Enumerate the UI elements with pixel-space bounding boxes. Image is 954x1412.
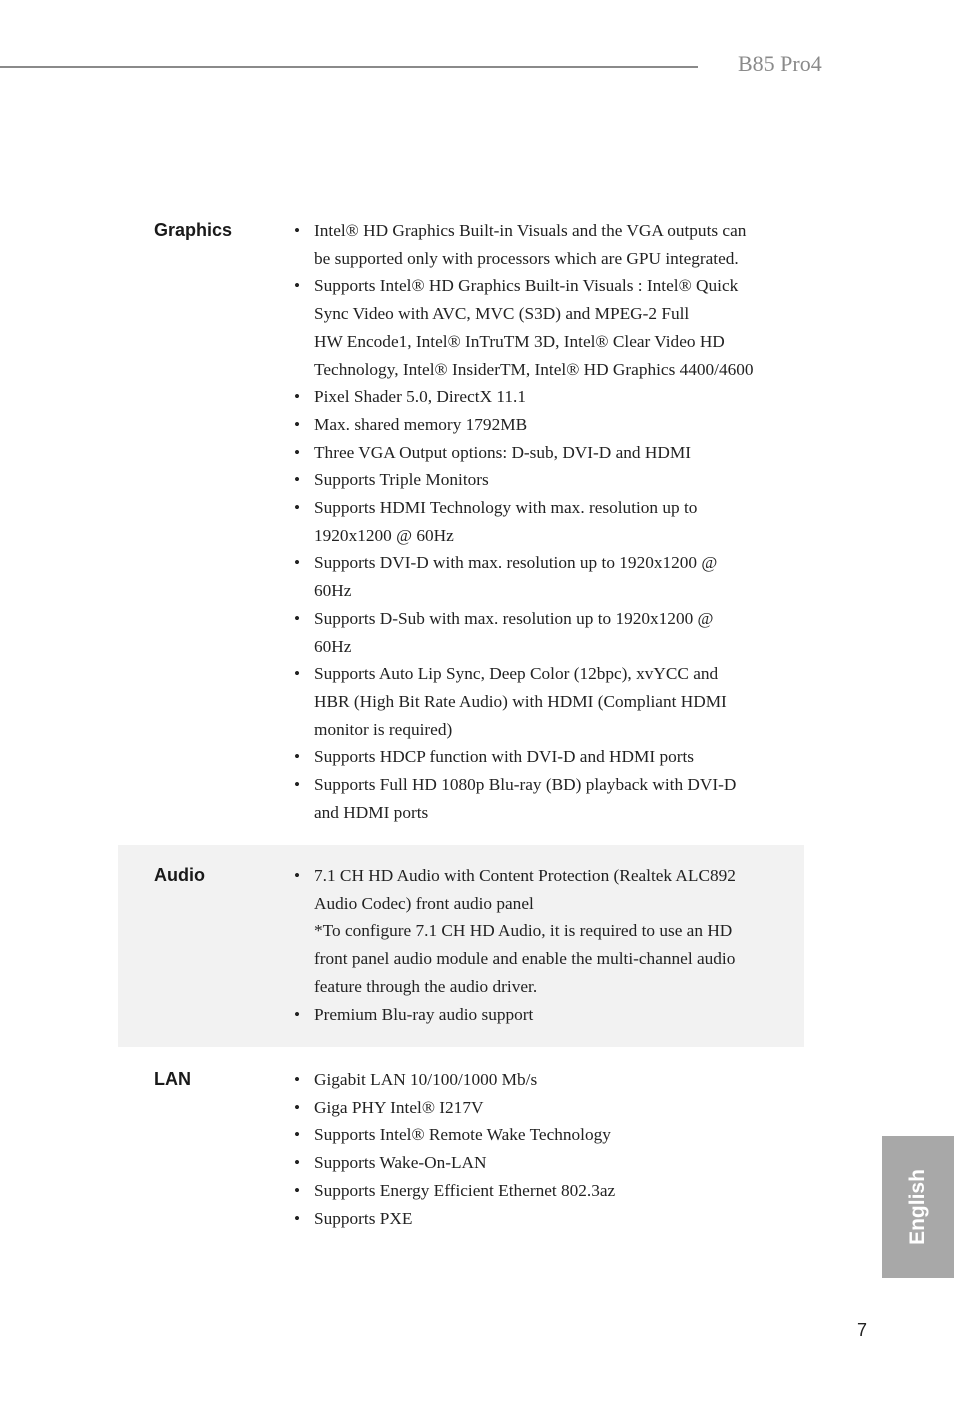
bullet-icon: • [294, 1153, 301, 1173]
item-text-line: HBR (High Bit Rate Audio) with HDMI (Compliant HDMI [314, 691, 727, 711]
item-text-line: Three VGA Output options: D-sub, DVI-D and HDMI [314, 442, 691, 462]
item-text-line: be supported only with processors which are GPU integrated. [314, 248, 739, 268]
item-text-line: Pixel Shader 5.0, DirectX 11.1 [314, 387, 526, 407]
item-text-line: Audio Codec) front audio panel [314, 893, 534, 913]
list-item [294, 439, 786, 467]
bullet-icon: • [294, 664, 301, 684]
bullet-icon: • [294, 470, 301, 490]
bullet-icon: • [294, 498, 301, 518]
list-item [294, 660, 786, 743]
bullet-icon: • [294, 553, 301, 573]
list-item [294, 1205, 786, 1233]
document-title: B85 Pro4 [738, 51, 822, 76]
list-item [294, 771, 786, 826]
item-text-line: Giga PHY Intel® I217V [314, 1097, 484, 1117]
list-item [294, 217, 786, 272]
list-item [294, 1001, 786, 1029]
item-text-line: Supports Full HD 1080p Blu-ray (BD) playback with DVI-D [314, 775, 737, 795]
list-item [294, 1066, 786, 1094]
bullet-icon: • [294, 442, 301, 462]
item-text-line: feature through the audio driver. [314, 976, 538, 996]
bullet-icon: • [294, 608, 301, 628]
bullet-icon: • [294, 1004, 301, 1024]
list-item [294, 383, 786, 411]
section-label: Graphics [154, 220, 233, 240]
item-text-line: Sync Video with AVC, MVC (S3D) and MPEG-2 Full [314, 304, 690, 324]
item-text-line: Supports Wake-On-LAN [314, 1153, 487, 1173]
item-text-line: Gigabit LAN 10/100/1000 Mb/s [314, 1070, 538, 1089]
item-text-line: Supports HDMI Technology with max. resolution up to [314, 498, 698, 518]
bullet-icon: • [294, 747, 301, 767]
item-text-line: HW Encode1, Intel® InTruTM 3D, Intel® Clear Video HD [314, 331, 725, 351]
item-text-line: Supports HDCP function with DVI-D and HDMI ports [314, 747, 695, 767]
bullet-icon: • [294, 1097, 301, 1117]
item-text-line: Supports Intel® Remote Wake Technology [314, 1125, 611, 1145]
spec-list [294, 862, 786, 1028]
bullet-icon: • [294, 276, 301, 296]
list-item [294, 605, 786, 660]
bullet-icon: • [294, 866, 301, 885]
page-number: 7 [857, 1320, 868, 1340]
list-item [294, 1149, 786, 1177]
item-text-line: Supports Triple Monitors [314, 470, 489, 490]
bullet-icon: • [294, 775, 301, 795]
header-rule [0, 66, 698, 68]
item-text-line: 60Hz [314, 581, 352, 601]
list-item [294, 862, 786, 1001]
item-text-line: monitor is required) [314, 719, 453, 739]
spec-list [294, 217, 786, 826]
item-text-line: Intel® HD Graphics Built-in Visuals and the VGA outputs can [314, 221, 747, 240]
list-item [294, 411, 786, 439]
bullet-icon: • [294, 1125, 301, 1145]
item-text-line: Max. shared memory 1792MB [314, 414, 528, 434]
section-audio [118, 845, 804, 1047]
list-item [294, 549, 786, 604]
bullet-icon: • [294, 1180, 301, 1200]
section-label: Audio [154, 865, 205, 885]
bullet-icon: • [294, 387, 301, 407]
item-text-line: and HDMI ports [314, 802, 429, 822]
item-text-line: Supports DVI-D with max. resolution up to 1920x1200 @ [314, 553, 718, 573]
list-item [294, 1121, 786, 1149]
section-label: LAN [154, 1069, 191, 1089]
item-text-line: 60Hz [314, 636, 352, 656]
list-item [294, 272, 786, 383]
list-item [294, 1094, 786, 1122]
bullet-icon: • [294, 1070, 301, 1089]
spec-list [294, 1066, 786, 1232]
item-text-line: front panel audio module and enable the multi-channel audio [314, 949, 736, 969]
language-tab [882, 1136, 954, 1278]
list-item [294, 494, 786, 549]
language-label: English [906, 1169, 929, 1245]
item-text-line: 1920x1200 @ 60Hz [314, 525, 454, 545]
list-item [294, 1177, 786, 1205]
list-item [294, 466, 786, 494]
item-text-line: Supports Auto Lip Sync, Deep Color (12bpc), xvYCC and [314, 664, 719, 684]
bullet-icon: • [294, 221, 301, 240]
item-text-line: Supports Intel® HD Graphics Built-in Visuals : Intel® Quick [314, 276, 739, 296]
item-text-line: Supports PXE [314, 1208, 413, 1228]
list-item [294, 743, 786, 771]
item-text-line: Supports D-Sub with max. resolution up to 1920x1200 @ [314, 608, 714, 628]
item-text-line: Technology, Intel® InsiderTM, Intel® HD Graphics 4400/4600 [314, 359, 754, 379]
section-lan [118, 1047, 804, 1237]
bullet-icon: • [294, 1208, 301, 1228]
bullet-icon: • [294, 414, 301, 434]
item-text-line: *To configure 7.1 CH HD Audio, it is required to use an HD [314, 921, 733, 941]
section-graphics [118, 214, 804, 844]
item-text-line: Premium Blu-ray audio support [314, 1004, 534, 1024]
item-text-line: Supports Energy Efficient Ethernet 802.3az [314, 1180, 616, 1200]
item-text-line: 7.1 CH HD Audio with Content Protection (Realtek ALC892 [314, 866, 736, 885]
